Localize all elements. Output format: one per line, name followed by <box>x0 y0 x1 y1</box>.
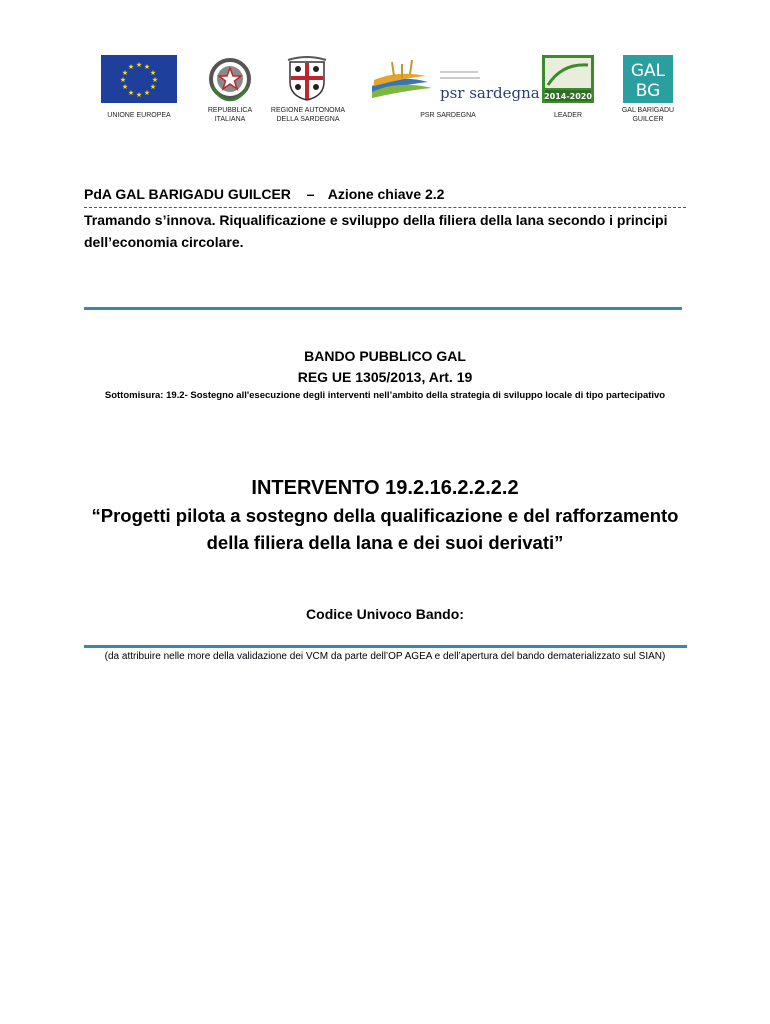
svg-text:★: ★ <box>149 83 157 91</box>
gal-mark-top: GAL <box>630 61 666 81</box>
pda-dash: – <box>306 186 315 202</box>
svg-text:★: ★ <box>149 69 157 77</box>
eu-label: UNIONE EUROPEA <box>107 112 171 119</box>
svg-text:★: ★ <box>127 89 135 97</box>
svg-text:★: ★ <box>119 76 127 84</box>
italian-republic-label: REPUBBLICA ITALIANA <box>207 107 253 123</box>
sottomisura: Sottomisura: 19.2- Sostegno all'esecuzione degli interventi nell’ambito della strategia di sviluppo locale di tipo partecipativo <box>104 390 666 401</box>
azione-chiave: Azione chiave 2.2 <box>327 186 445 202</box>
leader-years: 2014-2020 <box>544 92 592 101</box>
gal-label: GAL BARIGADU GUILCER <box>621 107 675 123</box>
gal-mark-bottom: BG <box>635 81 661 101</box>
psr-wordmark: psr sardegna <box>440 84 540 102</box>
bando-title: BANDO PUBBLICO GAL <box>304 348 466 364</box>
regulation: REG UE 1305/2013, Art. 19 <box>297 369 473 385</box>
bando-heading <box>84 346 686 388</box>
intervento-code: INTERVENTO 19.2.16.2.2.2.2 <box>251 477 519 499</box>
svg-text:★: ★ <box>143 89 151 97</box>
gal-bg-logo-icon <box>623 55 673 103</box>
psr-label: PSR SARDEGNA <box>420 112 476 119</box>
svg-text:★: ★ <box>151 76 159 84</box>
svg-text:★: ★ <box>135 91 143 99</box>
codice-univoco-label: Codice Univoco Bando: <box>306 606 464 622</box>
svg-text:★: ★ <box>135 61 143 69</box>
pda-header <box>84 186 686 202</box>
svg-text:★: ★ <box>143 63 151 71</box>
pda-title: PdA GAL BARIGADU GUILCER <box>84 186 291 202</box>
svg-text:★: ★ <box>121 83 129 91</box>
leader-label: LEADER <box>553 112 582 119</box>
leader-logo-icon <box>542 55 594 103</box>
project-subtitle: Tramando s’innova. Riqualificazione e sviluppo della filiera della lana secondo i principi dell’economia circolare. <box>84 212 668 250</box>
sardinia-region-label: REGIONE AUTONOMA DELLA SARDEGNA <box>270 107 346 123</box>
intervento-title: “Progetti pilota a sostegno della qualificazione e del rafforzamento della filiera della lana e dei suoi derivati” <box>91 505 679 553</box>
blue-divider-top <box>84 307 682 310</box>
svg-text:★: ★ <box>127 63 135 71</box>
blue-divider-bottom <box>84 645 687 648</box>
svg-text:★: ★ <box>121 69 129 77</box>
psr-sardegna-logo-icon <box>368 58 540 104</box>
dashed-separator <box>84 207 686 208</box>
sardinia-coat-of-arms-icon <box>286 56 328 102</box>
codice-note: (da attribuire nelle more della validazione dei VCM da parte dell’OP AGEA e dell’apertura del bando dematerializzato sul SIAN) <box>104 651 666 662</box>
italian-emblem-icon <box>207 56 253 102</box>
eu-flag-icon <box>101 55 177 103</box>
